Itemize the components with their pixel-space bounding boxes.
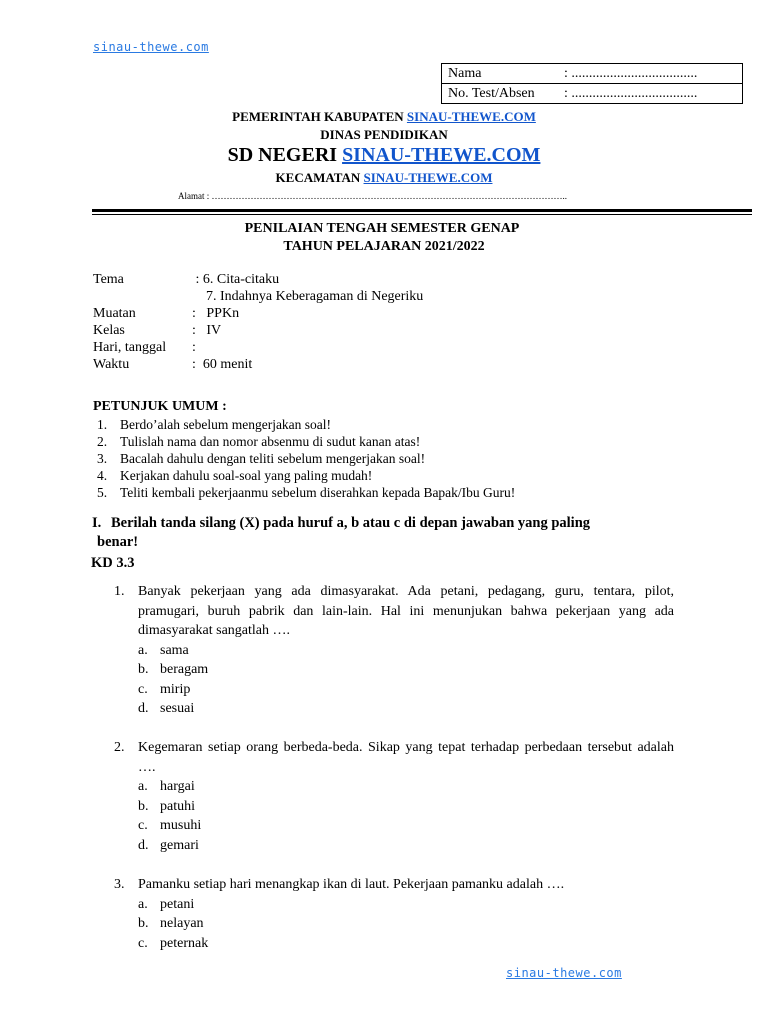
header-kabupaten-link[interactable]: SINAU-THEWE.COM xyxy=(406,109,536,124)
option-text: mirip xyxy=(160,681,191,697)
answer-option[interactable] xyxy=(138,816,674,836)
header-kecamatan xyxy=(0,170,768,186)
option-letter: d. xyxy=(138,701,149,716)
option-text: patuhi xyxy=(160,798,195,814)
section-number: I. xyxy=(92,515,102,531)
section-instruction-cont: benar! xyxy=(97,534,139,550)
answer-option[interactable] xyxy=(138,914,674,934)
answer-option[interactable] xyxy=(138,836,674,856)
info-value: 7. Indahnya Keberagaman di Negeriku xyxy=(185,289,424,304)
header-school xyxy=(0,144,768,167)
instruction-item: 2. Tulislah nama dan nomor absenmu di sudut kanan atas! xyxy=(97,434,421,449)
watermark-bottom: sinau-thewe.com xyxy=(506,966,622,980)
header-dinas: DINAS PENDIDIKAN xyxy=(320,127,448,142)
question-1 xyxy=(114,582,674,719)
header-kabupaten xyxy=(0,109,768,125)
option-text: beragam xyxy=(160,662,209,677)
instructions-heading: PETUNJUK UMUM : xyxy=(93,399,227,414)
answer-option[interactable] xyxy=(138,777,674,797)
header-kabupaten-text: PEMERINTAH KABUPATEN xyxy=(232,109,407,124)
identity-label: Nama xyxy=(448,66,482,81)
answer-option[interactable] xyxy=(138,641,674,661)
option-text: nelayan xyxy=(160,916,204,931)
answer-option[interactable] xyxy=(138,660,674,680)
question-3 xyxy=(114,875,674,953)
answer-option[interactable] xyxy=(138,895,674,915)
option-text: sama xyxy=(160,642,189,658)
answer-option[interactable] xyxy=(138,797,674,817)
answer-option[interactable] xyxy=(138,680,674,700)
option-letter: a. xyxy=(138,779,148,794)
option-letter: d. xyxy=(138,837,149,853)
option-text: hargai xyxy=(160,779,195,794)
info-value: : xyxy=(185,340,196,355)
option-text: petani xyxy=(160,896,195,912)
exam-year: TAHUN PELAJARAN 2021/2022 xyxy=(283,239,485,254)
option-letter: c. xyxy=(138,935,148,951)
identity-value: : .................................... xyxy=(564,86,698,101)
instruction-item: 1. Berdo’alah sebelum mengerjakan soal! xyxy=(97,417,332,432)
instruction-text: Kerjakan dahulu soal-soal yang paling mudah! xyxy=(120,468,373,483)
option-letter: b. xyxy=(138,916,149,931)
info-label: Kelas xyxy=(93,323,125,338)
info-label: Muatan xyxy=(93,306,136,321)
info-row xyxy=(93,322,423,339)
instruction-text: Berdo’alah sebelum mengerjakan soal! xyxy=(120,417,332,432)
identity-row-name xyxy=(442,64,742,83)
info-value: : PPKn xyxy=(185,306,240,321)
option-letter: c. xyxy=(138,681,148,697)
info-label: Waktu xyxy=(93,357,130,372)
identity-row-absen xyxy=(442,83,742,103)
info-row xyxy=(93,305,423,322)
question-number: 3. xyxy=(114,877,125,892)
identity-label: No. Test/Absen xyxy=(448,86,535,101)
question-text: Kegemaran setiap orang berbeda-beda. Sikap yang tepat terhadap perbedaan tersebut adalah …. xyxy=(138,740,674,775)
option-letter: a. xyxy=(138,896,148,912)
answer-option[interactable] xyxy=(138,934,674,954)
info-row xyxy=(93,288,423,305)
instructions-list xyxy=(97,416,515,501)
info-value: : IV xyxy=(185,323,222,338)
option-text: sesuai xyxy=(160,701,195,716)
header-kecamatan-text: KECAMATAN xyxy=(275,170,364,185)
info-row xyxy=(93,356,423,373)
option-text: musuhi xyxy=(160,818,202,833)
info-value: : 6. Cita-citaku xyxy=(185,272,280,287)
option-text: gemari xyxy=(160,837,199,853)
instruction-text: Teliti kembali pekerjaanmu sebelum diserahkan kepada Bapak/Ibu Guru! xyxy=(120,485,516,500)
header-divider-thin xyxy=(92,214,752,215)
info-label: Hari, tanggal xyxy=(93,340,167,355)
header-address: Alamat : ……………………………………………………………………………………………………….. xyxy=(178,191,567,201)
option-text: peternak xyxy=(160,935,209,951)
header-divider-thick xyxy=(92,209,752,212)
question-text: Pamanku setiap hari menangkap ikan di laut. Pekerjaan pamanku adalah …. xyxy=(138,877,565,892)
header-kecamatan-link[interactable]: SINAU-THEWE.COM xyxy=(363,170,493,185)
question-number: 1. xyxy=(114,584,125,599)
info-row xyxy=(93,339,423,356)
question-text: Banyak pekerjaan yang ada dimasyarakat. Ada petani, pedagang, guru, tentara, pilot, pramugari, buruh pabrik dan lain-lain. Hal ini menunjukan bahwa pekerjaan yang ada dimasyarakat sangatlah …. xyxy=(138,584,674,638)
option-letter: c. xyxy=(138,818,148,833)
info-label xyxy=(93,288,185,305)
exam-info xyxy=(93,271,423,373)
instruction-item: 4. Kerjakan dahulu soal-soal yang paling mudah! xyxy=(97,468,373,483)
option-letter: b. xyxy=(138,662,149,677)
info-label: Tema xyxy=(93,272,124,287)
kd-label: KD 3.3 xyxy=(91,555,135,571)
instruction-text: Bacalah dahulu dengan teliti sebelum mengerjakan soal! xyxy=(120,451,426,466)
info-row xyxy=(93,271,423,288)
answer-option[interactable] xyxy=(138,699,674,719)
watermark-top: sinau-thewe.com xyxy=(93,40,209,54)
info-value: : 60 menit xyxy=(185,357,253,372)
section-heading xyxy=(92,514,692,552)
section-instruction: Berilah tanda silang (X) pada huruf a, b atau c di depan jawaban yang paling xyxy=(111,515,591,531)
instruction-item: 3. Bacalah dahulu dengan teliti sebelum mengerjakan soal! xyxy=(97,451,426,466)
option-letter: b. xyxy=(138,798,149,814)
identity-box xyxy=(441,63,743,104)
identity-value: : .................................... xyxy=(564,66,698,81)
question-number: 2. xyxy=(114,740,125,755)
question-2 xyxy=(114,738,674,855)
exam-title: PENILAIAN TENGAH SEMESTER GENAP xyxy=(244,221,520,236)
instruction-item: 5. Teliti kembali pekerjaanmu sebelum diserahkan kepada Bapak/Ibu Guru! xyxy=(97,485,516,500)
option-letter: a. xyxy=(138,642,148,658)
instruction-text: Tulislah nama dan nomor absenmu di sudut kanan atas! xyxy=(120,434,421,449)
header-school-text: SD NEGERI xyxy=(227,144,343,166)
header-school-link[interactable]: SINAU-THEWE.COM xyxy=(342,144,541,166)
